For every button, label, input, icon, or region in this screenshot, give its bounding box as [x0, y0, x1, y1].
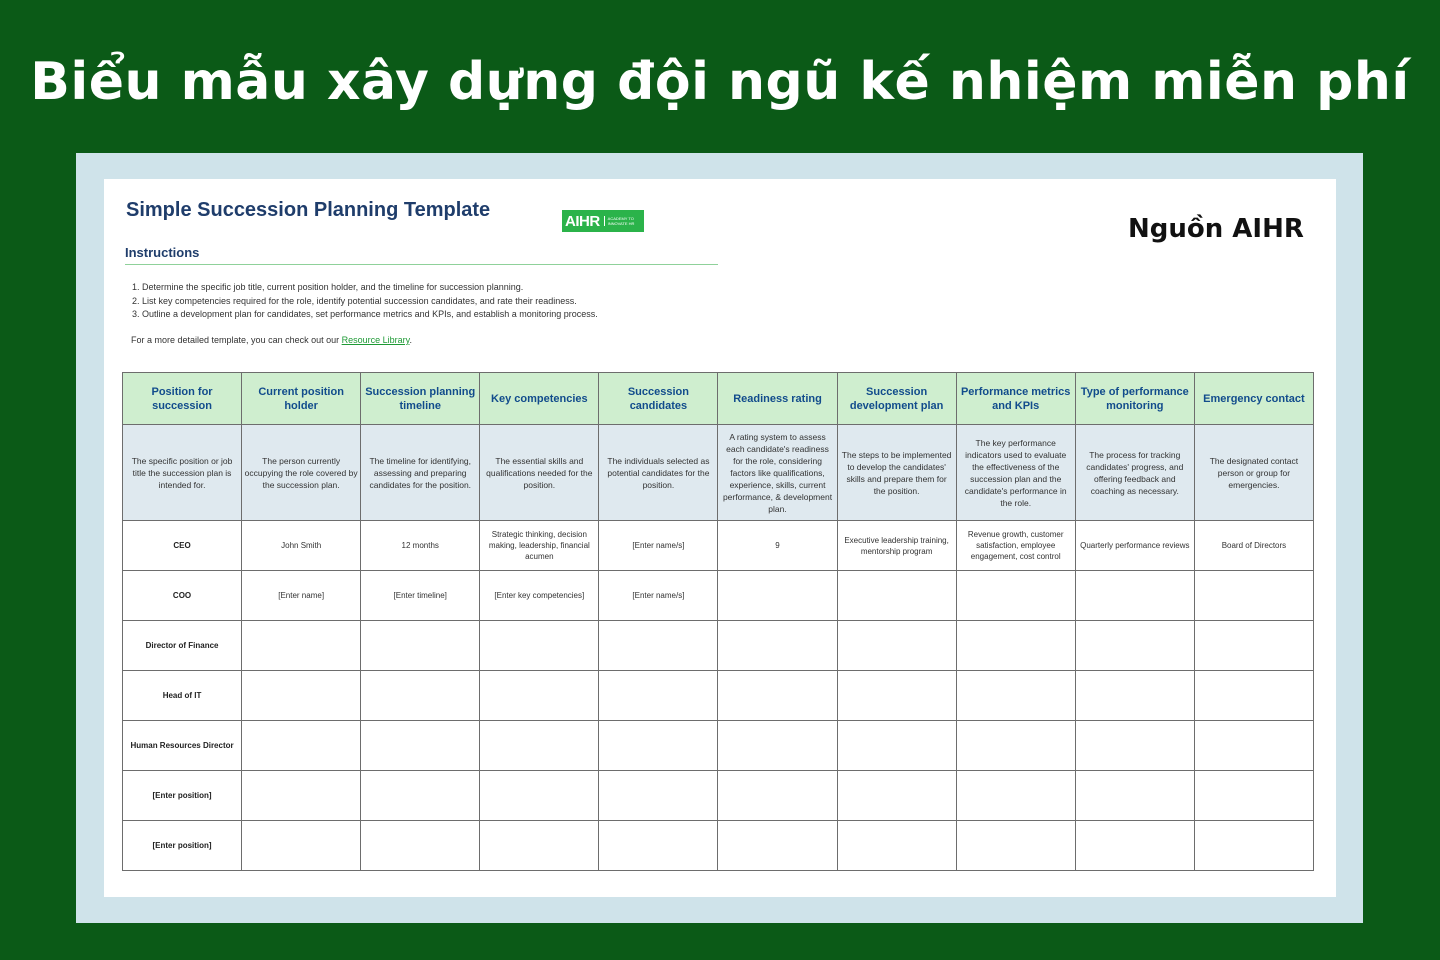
table-cell[interactable]	[837, 571, 956, 621]
position-cell[interactable]: Head of IT	[123, 671, 242, 721]
table-cell[interactable]	[718, 721, 837, 771]
table-row	[123, 771, 1314, 821]
table-row	[123, 571, 1314, 621]
table-cell[interactable]: [Enter key competencies]	[480, 571, 599, 621]
table-row	[123, 671, 1314, 721]
table-cell[interactable]	[1075, 721, 1194, 771]
table-cell[interactable]	[361, 821, 480, 871]
table-cell[interactable]	[242, 771, 361, 821]
table-cell[interactable]	[480, 771, 599, 821]
table-cell[interactable]	[837, 721, 956, 771]
position-cell[interactable]: Director of Finance	[123, 621, 242, 671]
table-cell[interactable]	[956, 821, 1075, 871]
instruction-step: 1. Determine the specific job title, current position holder, and the timeline for succession planning.	[132, 282, 524, 292]
description-cell: The designated contact person or group for emergencies.	[1194, 425, 1313, 521]
table-cell[interactable]: Board of Directors	[1194, 521, 1313, 571]
table-cell[interactable]	[1075, 671, 1194, 721]
instruction-step: 3. Outline a development plan for candidates, set performance metrics and KPIs, and establish a monitoring process.	[132, 309, 598, 319]
table-cell[interactable]	[1194, 671, 1313, 721]
column-header: Succession candidates	[599, 373, 718, 425]
position-cell[interactable]: CEO	[123, 521, 242, 571]
table-row	[123, 721, 1314, 771]
resource-note	[131, 335, 412, 345]
table-cell[interactable]	[242, 721, 361, 771]
table-cell[interactable]	[599, 771, 718, 821]
table-cell[interactable]	[956, 621, 1075, 671]
table-cell[interactable]: [Enter name/s]	[599, 521, 718, 571]
table-cell[interactable]	[1075, 571, 1194, 621]
table-cell[interactable]	[599, 721, 718, 771]
table-cell[interactable]	[718, 571, 837, 621]
table-cell[interactable]: 9	[718, 521, 837, 571]
table-cell[interactable]	[1194, 721, 1313, 771]
table-cell[interactable]	[1194, 771, 1313, 821]
table-cell[interactable]	[1194, 621, 1313, 671]
table-cell[interactable]: [Enter name/s]	[599, 571, 718, 621]
column-header: Emergency contact	[1194, 373, 1313, 425]
description-cell: The person currently occupying the role covered by the succession plan.	[242, 425, 361, 521]
table-cell[interactable]	[242, 671, 361, 721]
logo-tagline: ACADEMY TO INNOVATE HR	[604, 216, 642, 226]
table-cell[interactable]	[480, 821, 599, 871]
column-header: Current position holder	[242, 373, 361, 425]
table-cell[interactable]	[1075, 821, 1194, 871]
position-cell[interactable]: [Enter position]	[123, 771, 242, 821]
source-label: Nguồn AIHR	[1128, 214, 1304, 244]
table-cell[interactable]	[718, 621, 837, 671]
table-cell[interactable]	[1075, 771, 1194, 821]
column-header: Succession development plan	[837, 373, 956, 425]
table-cell[interactable]	[718, 821, 837, 871]
table-cell[interactable]	[599, 821, 718, 871]
column-header: Type of performance monitoring	[1075, 373, 1194, 425]
table-cell[interactable]	[1194, 571, 1313, 621]
column-header: Readiness rating	[718, 373, 837, 425]
description-cell: The process for tracking candidates' progress, and offering feedback and coaching as necessary.	[1075, 425, 1194, 521]
column-header: Succession planning timeline	[361, 373, 480, 425]
table-cell[interactable]	[361, 671, 480, 721]
table-row	[123, 621, 1314, 671]
table-cell[interactable]	[480, 671, 599, 721]
banner-title: Biểu mẫu xây dựng đội ngũ kế nhiệm miễn phí	[30, 52, 1410, 112]
description-cell: The specific position or job title the succession plan is intended for.	[123, 425, 242, 521]
description-cell: A rating system to assess each candidate's readiness for the role, considering factors like qualifications, experience, skills, current performance, & development plan.	[718, 425, 837, 521]
position-cell[interactable]: [Enter position]	[123, 821, 242, 871]
table-cell[interactable]: Strategic thinking, decision making, leadership, financial acumen	[480, 521, 599, 571]
table-cell[interactable]: Quarterly performance reviews	[1075, 521, 1194, 571]
table-cell[interactable]	[599, 671, 718, 721]
table-cell[interactable]	[956, 671, 1075, 721]
table-cell[interactable]	[480, 621, 599, 671]
instruction-step: 2. List key competencies required for the role, identify potential succession candidates, and rate their readiness.	[132, 295, 577, 306]
note-suffix: .	[409, 335, 413, 345]
instruction-steps	[132, 281, 598, 322]
table-cell[interactable]: [Enter timeline]	[361, 571, 480, 621]
table-cell[interactable]	[361, 621, 480, 671]
table-row	[123, 821, 1314, 871]
table-cell[interactable]	[956, 721, 1075, 771]
succession-table	[122, 372, 1314, 871]
table-cell[interactable]	[361, 721, 480, 771]
instructions-divider	[125, 264, 718, 265]
description-cell: The key performance indicators used to evaluate the effectiveness of the succession plan and the candidate's performance in the role.	[956, 425, 1075, 521]
resource-library-link[interactable]: Resource Library	[341, 335, 410, 345]
position-cell[interactable]: COO	[123, 571, 242, 621]
instructions-heading: Instructions	[125, 245, 200, 260]
table-cell[interactable]: Revenue growth, customer satisfaction, employee engagement, cost control	[956, 521, 1075, 571]
table-cell[interactable]	[718, 771, 837, 821]
table-cell[interactable]	[837, 771, 956, 821]
description-cell: The essential skills and qualifications needed for the position.	[480, 425, 599, 521]
column-header: Key competencies	[480, 373, 599, 425]
table-cell[interactable]	[718, 671, 837, 721]
table-cell[interactable]	[1194, 821, 1313, 871]
table-cell[interactable]	[1075, 621, 1194, 671]
header-row	[123, 373, 1314, 425]
table-cell[interactable]	[242, 621, 361, 671]
table-cell[interactable]: Executive leadership training, mentorship program	[837, 521, 956, 571]
table-cell[interactable]	[599, 621, 718, 671]
table-cell[interactable]	[480, 721, 599, 771]
logo-mark: AIHR	[565, 212, 600, 230]
table-cell[interactable]	[956, 571, 1075, 621]
table-cell[interactable]	[837, 821, 956, 871]
column-header: Position for succession	[123, 373, 242, 425]
table-cell[interactable]	[361, 771, 480, 821]
position-cell[interactable]: Human Resources Director	[123, 721, 242, 771]
description-cell: The steps to be implemented to develop the candidates' skills and prepare them for the position.	[837, 425, 956, 521]
description-cell: The individuals selected as potential candidates for the position.	[599, 425, 718, 521]
table-cell[interactable]	[837, 621, 956, 671]
table-cell[interactable]: John Smith	[242, 521, 361, 571]
document-title: Simple Succession Planning Template	[126, 199, 491, 221]
aihr-logo	[562, 210, 644, 232]
note-prefix: For a more detailed template, you can check out our	[131, 335, 342, 345]
description-cell: The timeline for identifying, assessing and preparing candidates for the position.	[361, 425, 480, 521]
table-cell[interactable]	[242, 821, 361, 871]
table-cell[interactable]: [Enter name]	[242, 571, 361, 621]
column-header: Performance metrics and KPIs	[956, 373, 1075, 425]
table-cell[interactable]	[956, 771, 1075, 821]
table-cell[interactable]	[837, 671, 956, 721]
table-cell[interactable]: 12 months	[361, 521, 480, 571]
table-row	[123, 521, 1314, 571]
description-row	[123, 425, 1314, 521]
